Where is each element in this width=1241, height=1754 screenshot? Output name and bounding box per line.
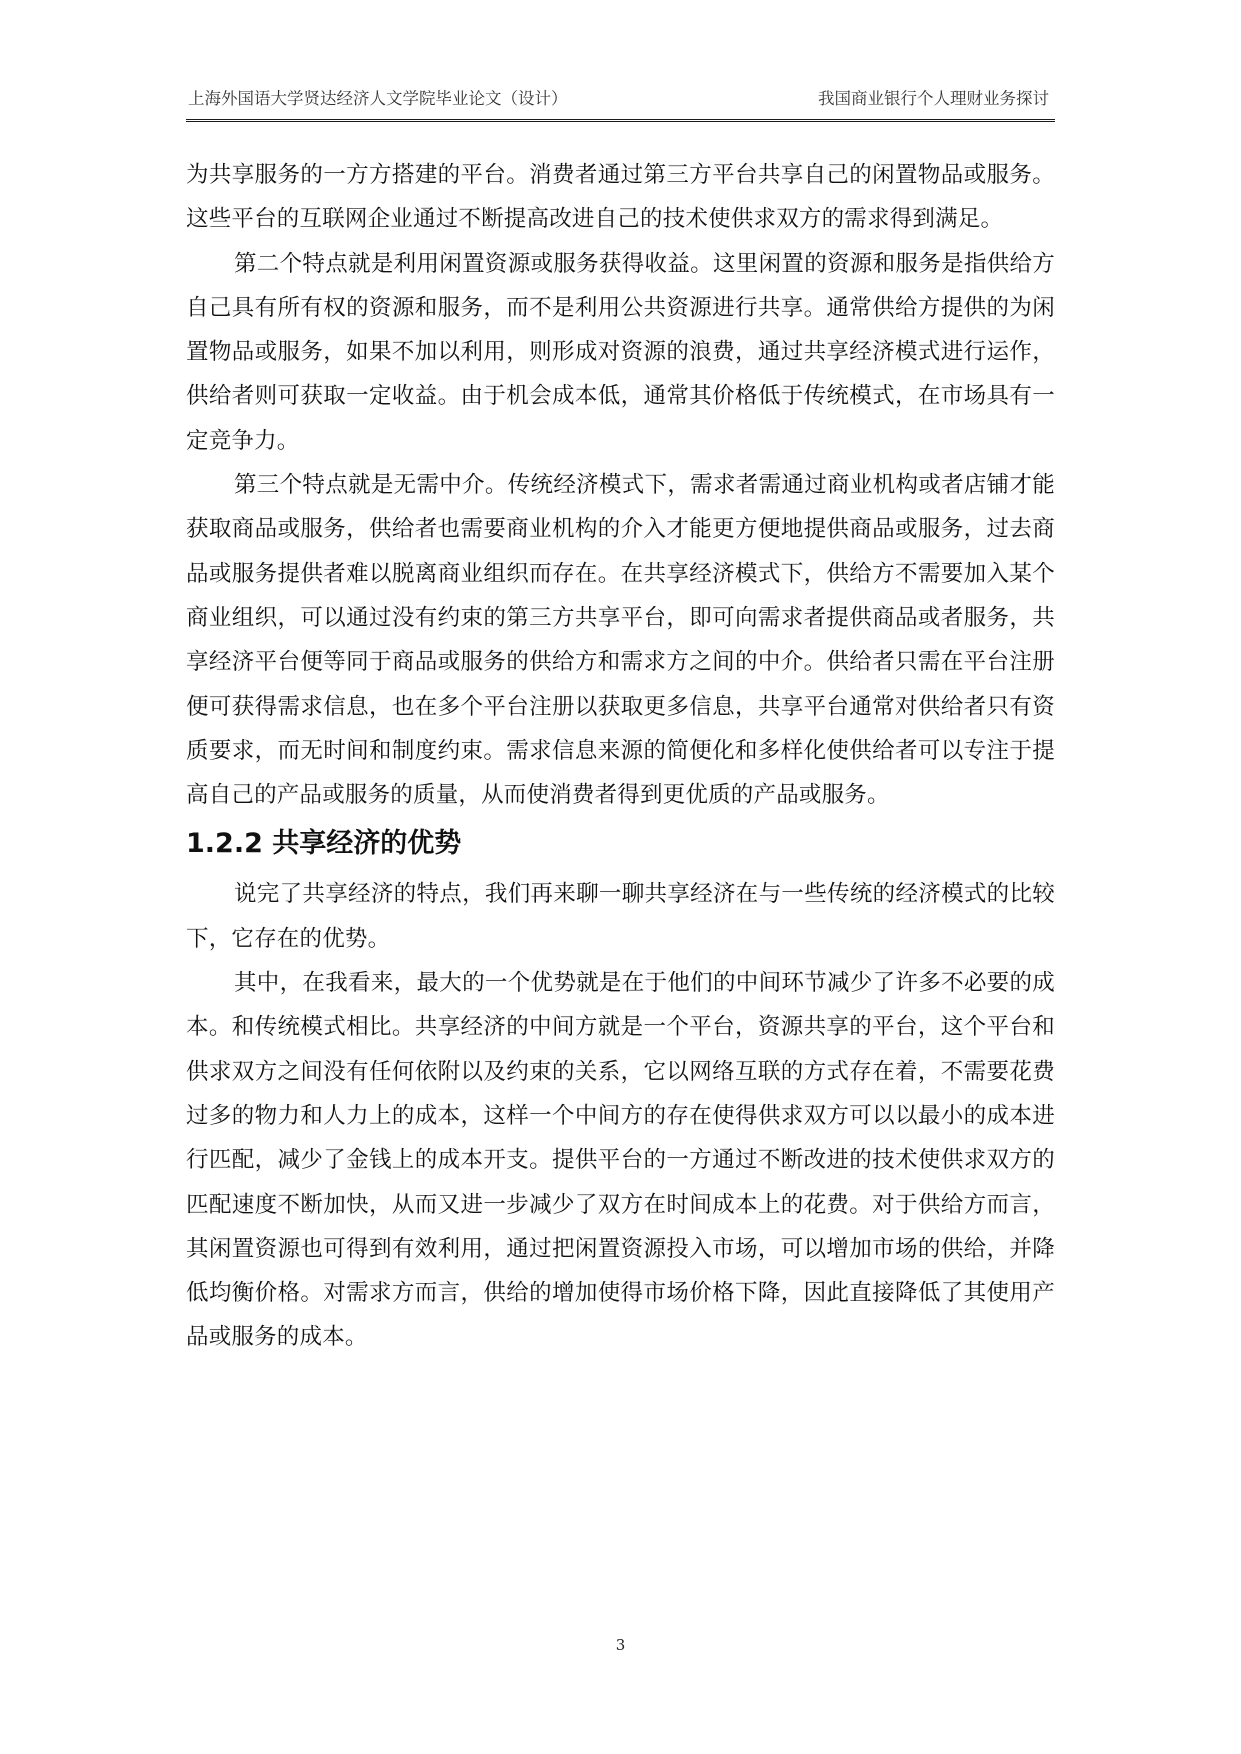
paragraph-second-feature: 第二个特点就是利用闲置资源或服务获得收益。这里闲置的资源和服务是指供给方自己具有所有权的资源和服务，而不是利用公共资源进行共享。通常供给方提供的为闲置物品或服务，如果不加以利用，则形成对资源的浪费，通过共享经济模式进行运作，供给者则可获取一定收益。由于机会成本低，通常其价格低于传统模式，在市场具有一定竞争力。 — [186, 250, 1055, 454]
paragraph-advantage-cost: 其中，在我看来，最大的一个优势就是在于他们的中间环节减少了许多不必要的成本。和传统模式相比。共享经济的中间方就是一个平台，资源共享的平台，这个平台和供求双方之间没有任何依附以及约束的关系，它以网络互联的方式存在着，不需要花费过多的物力和人力上的成本，这样一个中间方的存在使得供求双方可以以最小的成本进行匹配，减少了金钱上的成本开支。提供平台的一方通过不断改进的技术使供求双方的匹配速度不断加快，从而又进一步减少了双方在时间成本上的花费。对于供给方而言，其闲置资源也可得到有效利用，通过把闲置资源投入市场，可以增加市场的供给，并降低均衡价格。对需求方而言，供给的增加使得市场价格下降，因此直接降低了其使用产品或服务的成本。 — [186, 970, 1055, 1351]
header-thesis-title: 上海外国语大学贤达经济人文学院毕业论文（设计） — [188, 89, 568, 108]
paragraph-continuation: 为共享服务的一方方搭建的平台。消费者通过第三方平台共享自己的闲置物品或服务。这些平台的互联网企业通过不断提高改进自己的技术使供求双方的需求得到满足。 — [186, 162, 1055, 233]
paragraph-advantage-intro: 说完了共享经济的特点，我们再来聊一聊共享经济在与一些传统的经济模式的比较下，它存在的优势。 — [186, 881, 1055, 952]
paragraph-third-feature: 第三个特点就是无需中介。传统经济模式下，需求者需通过商业机构或者店铺才能获取商品或服务，供给者也需要商业机构的介入才能更方便地提供商品或服务，过去商品或服务提供者难以脱离商业组织而存在。在共享经济模式下，供给方不需要加入某个商业组织，可以通过没有约束的第三方共享平台，即可向需求者提供商品或者服务，共享经济平台便等同于商品或服务的供给方和需求方之间的中介。供给者只需在平台注册便可获得需求信息，也在多个平台注册以获取更多信息，共享平台通常对供给者只有资质要求，而无时间和制度约束。需求信息来源的简便化和多样化使供给者可以专注于提高自己的产品或服务的质量，从而使消费者得到更优质的产品或服务。 — [186, 472, 1055, 809]
page-number: 3 — [615, 1636, 626, 1654]
document-body — [186, 153, 1055, 1360]
page-header — [186, 86, 1055, 122]
header-paper-title: 我国商业银行个人理财业务探讨 — [818, 89, 1049, 108]
section-heading: 1.2.2 共享经济的优势 — [186, 828, 462, 860]
